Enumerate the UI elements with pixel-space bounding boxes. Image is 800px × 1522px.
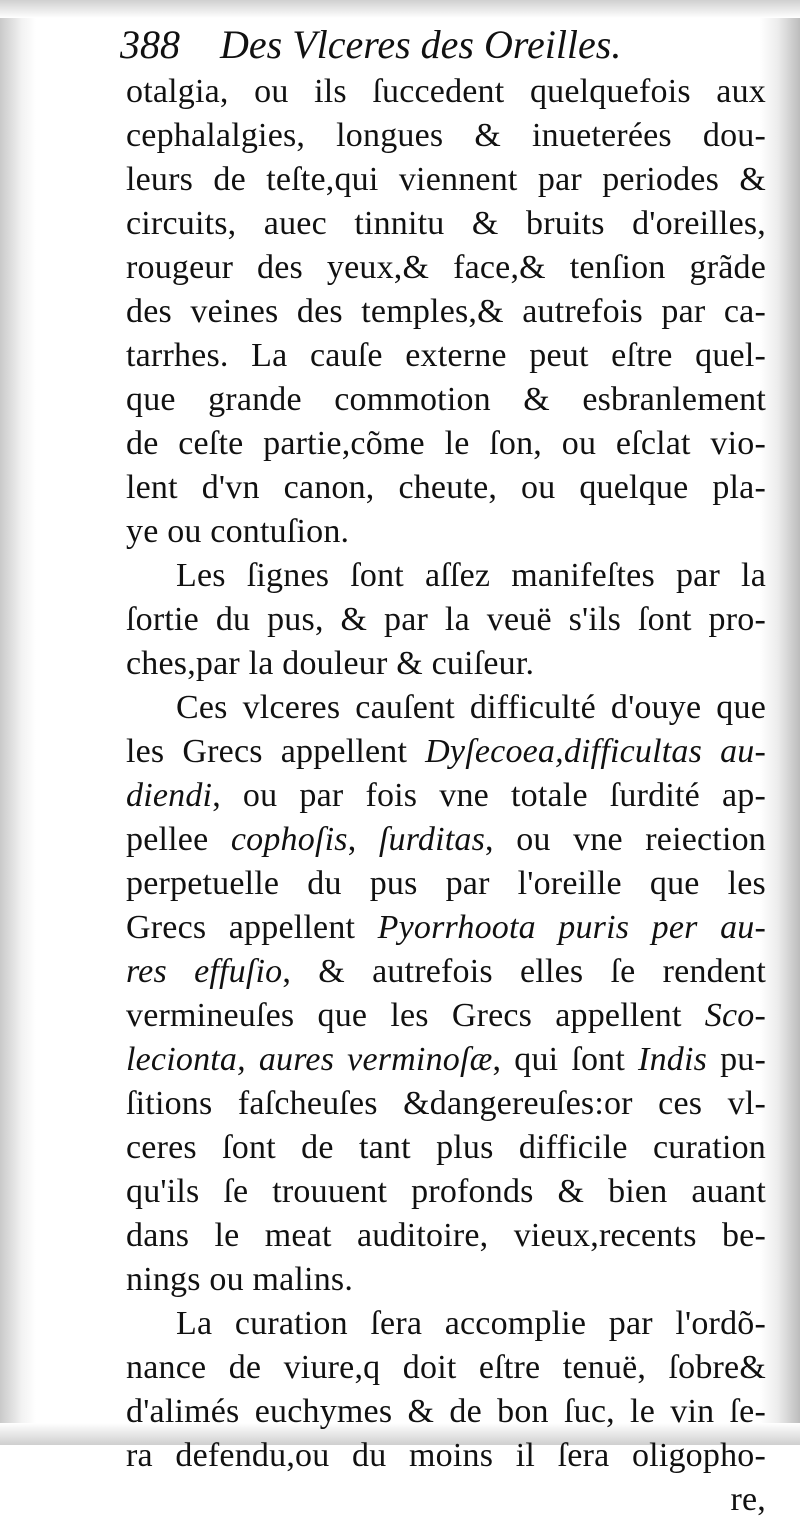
text-line <box>126 422 766 466</box>
text-line <box>126 466 766 510</box>
text-line <box>126 1038 766 1082</box>
text-line <box>126 1082 766 1126</box>
text-segment: que grande commotion & esbranlement <box>126 381 766 418</box>
text-line <box>126 1258 766 1302</box>
text-segment: ceres ſont de tant plus difficile curation <box>126 1129 766 1166</box>
text-segment: circuits, auec tinnitu & bruits d'oreilles, <box>126 205 766 242</box>
text-segment: , ou vne reiection <box>485 821 766 858</box>
text-line <box>126 950 766 994</box>
text-segment: nings ou malins. <box>126 1261 354 1298</box>
italic-text-segment: Dyſecoea,difficultas au- <box>425 733 766 770</box>
text-line <box>126 730 766 774</box>
text-line <box>126 510 766 554</box>
text-segment: re, <box>730 1481 766 1518</box>
page-edge-right <box>760 0 800 1445</box>
body-text <box>126 70 766 1522</box>
italic-text-segment: diendi <box>126 777 213 814</box>
text-segment: perpetuelle du pus par l'oreille que les <box>126 865 766 902</box>
text-line <box>126 1346 766 1390</box>
page-edge-left <box>0 0 36 1445</box>
text-segment: , & autrefois elles ſe rendent <box>282 953 766 990</box>
text-segment: cephalalgies, longues & inueterées dou- <box>126 117 766 154</box>
text-segment: , ou par fois vne totale ſurdité ap- <box>212 777 766 814</box>
text-line <box>126 818 766 862</box>
text-segment: tarrhes. La cauſe externe peut eſtre quel- <box>126 337 766 374</box>
text-segment: ra defendu,ou du moins il ſera oligopho- <box>126 1437 766 1474</box>
italic-text-segment: ſurditas <box>378 821 486 858</box>
text-segment: des veines des temples,& autrefois par ca- <box>126 293 766 330</box>
text-line <box>126 598 766 642</box>
italic-text-segment: cophoſis <box>230 821 348 858</box>
text-segment: , qui ſont <box>492 1041 639 1078</box>
text-line <box>126 114 766 158</box>
text-line <box>126 642 766 686</box>
text-segment: qu'ils ſe trouuent profonds & bien auant <box>126 1173 766 1210</box>
text-line <box>126 1434 766 1478</box>
text-line <box>126 1126 766 1170</box>
text-line <box>126 1390 766 1434</box>
text-segment: ſitions faſcheuſes &dangereuſes:or ces vl- <box>126 1085 766 1122</box>
italic-text-segment: Pyorrhoota puris per au- <box>377 909 766 946</box>
text-line <box>126 378 766 422</box>
text-segment: pellee <box>126 821 231 858</box>
text-line <box>126 158 766 202</box>
text-line <box>126 334 766 378</box>
text-line <box>126 202 766 246</box>
italic-text-segment: Indis <box>638 1041 708 1078</box>
text-line <box>126 686 766 730</box>
text-line <box>126 290 766 334</box>
text-segment: ye ou contuſion. <box>126 513 350 550</box>
text-segment: otalgia, ou ils ſuccedent quelquefois aux <box>126 73 766 110</box>
text-line <box>126 1478 766 1522</box>
text-line <box>126 554 766 598</box>
text-line <box>126 994 766 1038</box>
text-segment: La curation ſera accomplie par l'ordõ- <box>176 1305 766 1342</box>
text-segment: Les ſignes ſont aſſez manifeſtes par la <box>176 557 766 594</box>
italic-text-segment: res effuſio <box>126 953 283 990</box>
running-title: Des Vlceres des Oreilles. <box>220 22 622 67</box>
text-line <box>126 906 766 950</box>
text-line <box>126 70 766 114</box>
text-segment: dans le meat auditoire, vieux,recents be- <box>126 1217 766 1254</box>
text-segment: les Grecs appellent <box>126 733 426 770</box>
italic-text-segment: lecionta, aures verminoſæ <box>126 1041 493 1078</box>
italic-text-segment: Sco- <box>704 997 766 1034</box>
text-segment: leurs de teſte,qui viennent par periodes & <box>126 161 766 198</box>
text-line <box>126 1302 766 1346</box>
text-segment: ſortie du pus, & par la veuë s'ils ſont pro- <box>126 601 766 638</box>
text-line <box>126 1214 766 1258</box>
page-number: 388 <box>120 22 180 67</box>
text-segment: lent d'vn canon, cheute, ou quelque pla- <box>126 469 766 506</box>
text-line <box>126 862 766 906</box>
text-segment: vermineuſes que les Grecs appellent <box>126 997 705 1034</box>
text-segment: pu- <box>707 1041 766 1078</box>
text-segment: d'alimés euchymes & de bon ſuc, le vin ſe- <box>126 1393 766 1430</box>
text-segment: Ces vlceres cauſent difficulté d'ouye que <box>176 689 766 726</box>
text-line <box>126 1170 766 1214</box>
text-segment: nance de viure,q doit eſtre tenuë, ſobre& <box>126 1349 766 1386</box>
text-line <box>126 246 766 290</box>
text-segment: rougeur des yeux,& face,& tenſion grãde <box>126 249 766 286</box>
text-segment: Grecs appellent <box>126 909 378 946</box>
text-segment: ches,par la douleur & cuiſeur. <box>126 645 535 682</box>
text-line <box>126 774 766 818</box>
text-segment: , <box>347 821 379 858</box>
text-segment: de ceſte partie,cõme le ſon, ou eſclat vio- <box>126 425 766 462</box>
